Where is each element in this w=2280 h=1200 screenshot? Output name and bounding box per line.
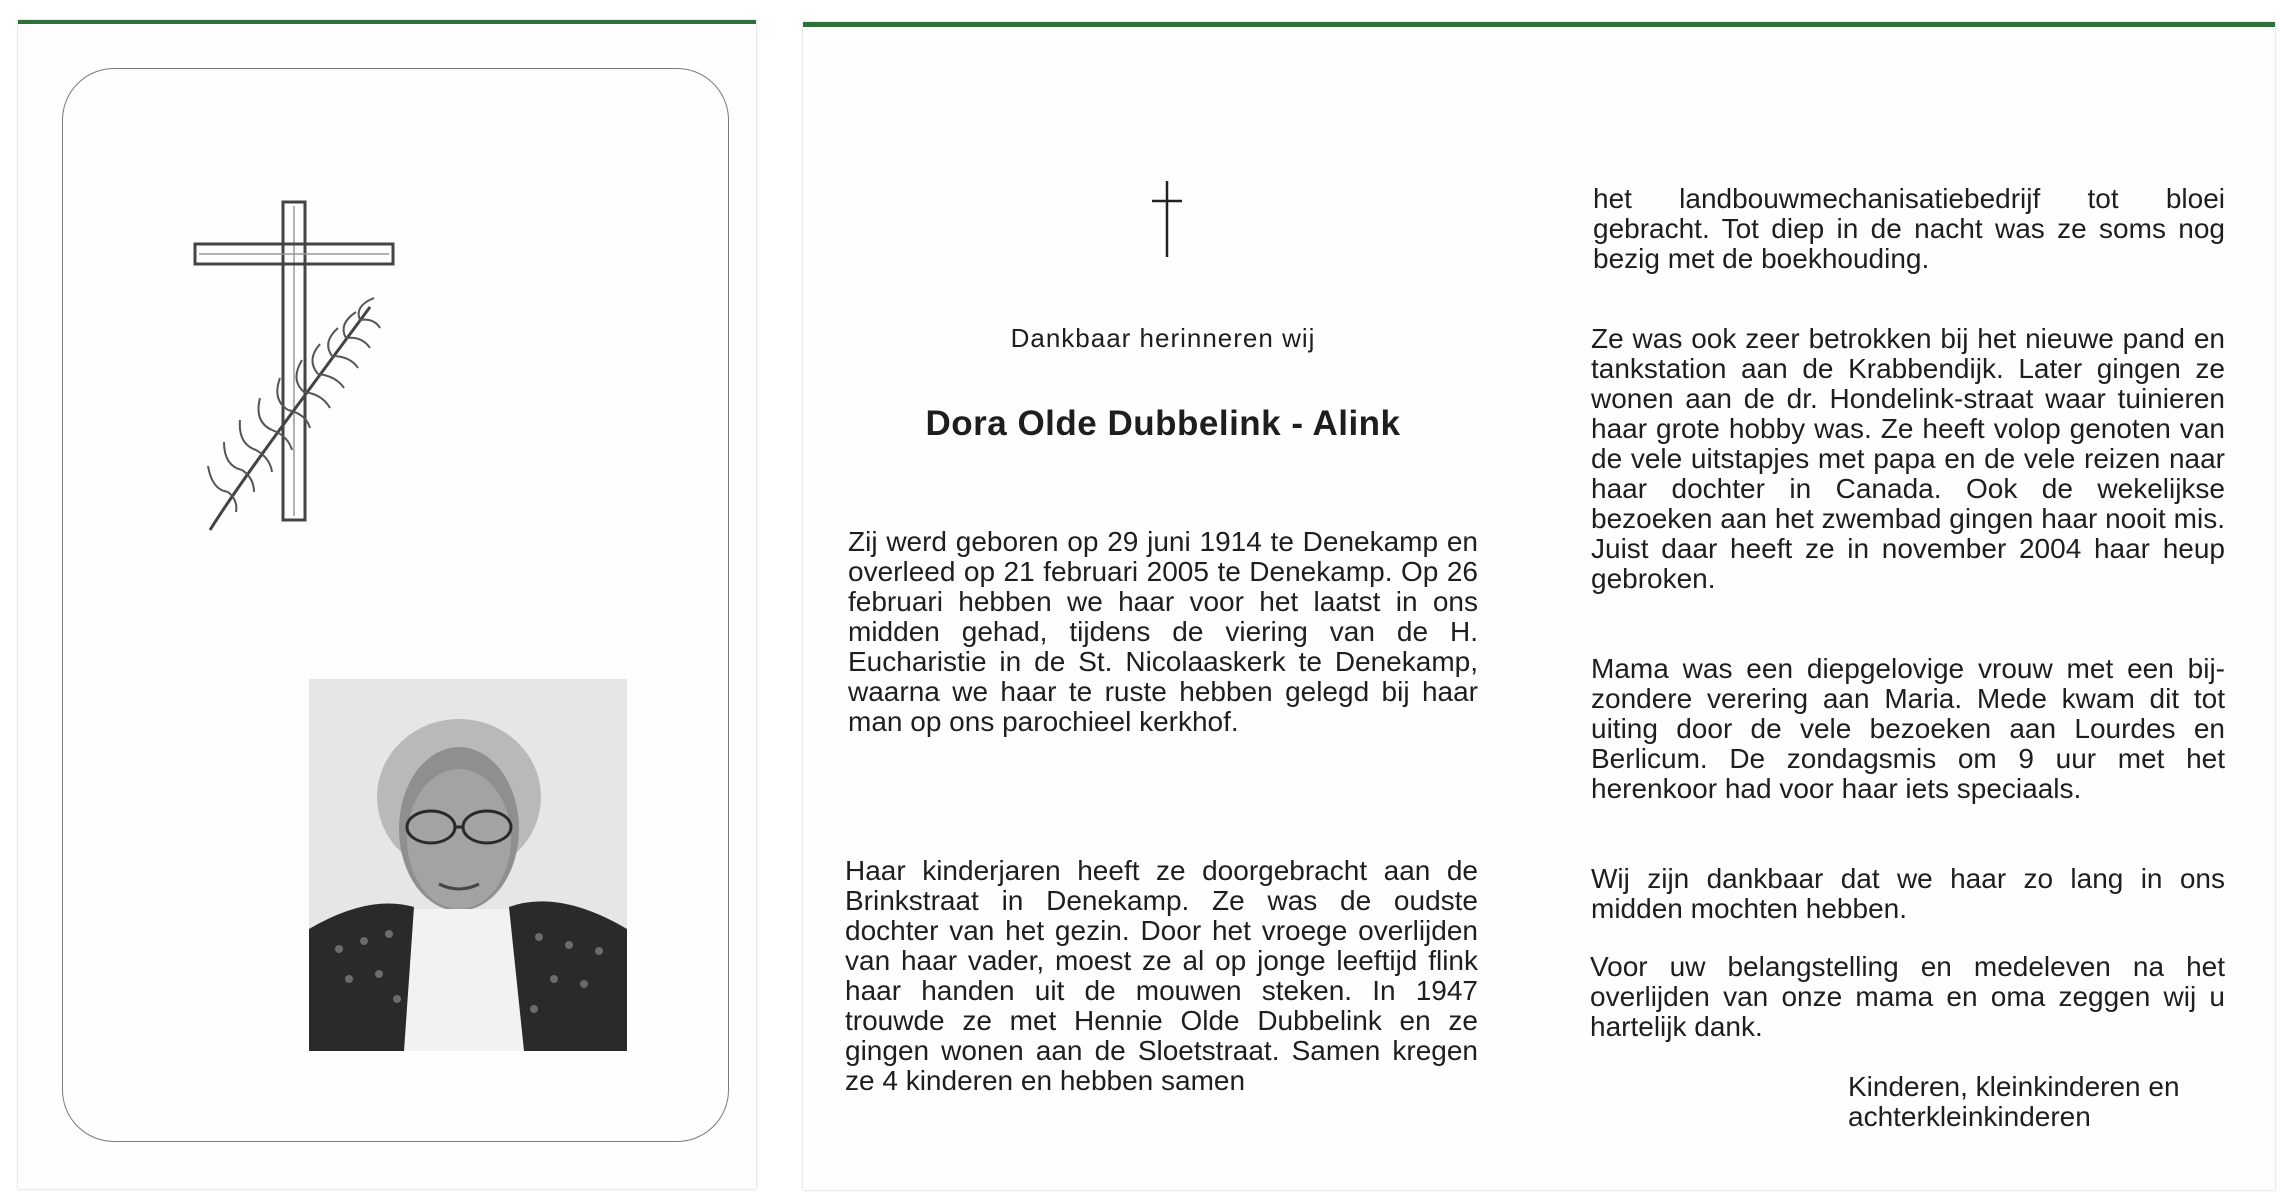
front-card	[18, 20, 756, 1189]
paragraph-thanks: Voor uw belangstelling en medeleven na het overlijden van onze mama en oma zeggen wij u hartelijk dank.	[1590, 951, 2225, 1042]
paragraph-childhood: Haar kinderjaren heeft ze doorgebracht aan de Brinkstraat in Denekamp. Ze was de oudste dochter van het gezin. Door het vroege overlijden van haar vader, moest ze al op jonge leeftijd flink haar handen uit de mouwen steken. In 1947 trouwde ze met Hennie Olde Dubbelink en ze gingen wonen aan de Sloetstraat. Samen kregen ze 4 kinderen en hebben samen	[845, 855, 1478, 1096]
heading-text: Dankbaar herinneren wij	[1010, 323, 1316, 353]
deceased-name: Dora Olde Dubbelink - Alink	[925, 404, 1401, 443]
signature-line-1: Kinderen, kleinkinderen en	[1848, 1071, 2180, 1102]
paragraph-gratitude: Wij zijn dankbaar dat we haar zo lang in ons midden mochten hebben.	[1591, 863, 2225, 924]
portrait-photo	[309, 679, 627, 1051]
paragraph-later-life: Ze was ook zeer betrokken bij het nieuwe pand en tankstation aan de Krabbendijk. Later gingen ze wonen aan de dr. Hondelink-straat waar tuinieren haar grote hobby was. Ze heeft volop genoten van de vele uitstapjes met papa en de vele reizen naar haar dochter in Canada. Ook de wekelijkse bezoeken aan het zwembad gingen haar nooit mis. Juist daar heeft ze in november 2004 haar heup gebroken.	[1591, 323, 2225, 594]
text-card	[803, 22, 2275, 1190]
paragraph-faith: Mama was een diepgelovige vrouw met een bij-zondere verering aan Maria. Mede kwam dit tot uiting door de vele bezoeken aan Lourdes en Berlicum. De zondagsmis om 9 uur met het herenkoor had voor haar iets speciaals.	[1591, 653, 2225, 804]
paragraph-birth-death: Zij werd geboren op 29 juni 1914 te Denekamp en overleed op 21 februari 2005 te Denekamp. Op 26 februari hebben we haar voor het laatst in ons midden gehad, tijdens de viering van de H. Eucharistie in de St. Nicolaaskerk te Denekamp, waarna we haar te ruste hebben gelegd bij haar man op ons parochieel kerkhof.	[848, 526, 1478, 737]
cross-icon	[1147, 179, 1187, 259]
paragraph-business: het landbouwmechanisatiebedrijf tot bloei gebracht. Tot diep in de nacht was ze soms nog bezig met de boekhouding.	[1593, 183, 2225, 274]
signature-line-2: achterkleinkinderen	[1848, 1101, 2091, 1132]
cross-with-palm-icon	[170, 182, 410, 542]
